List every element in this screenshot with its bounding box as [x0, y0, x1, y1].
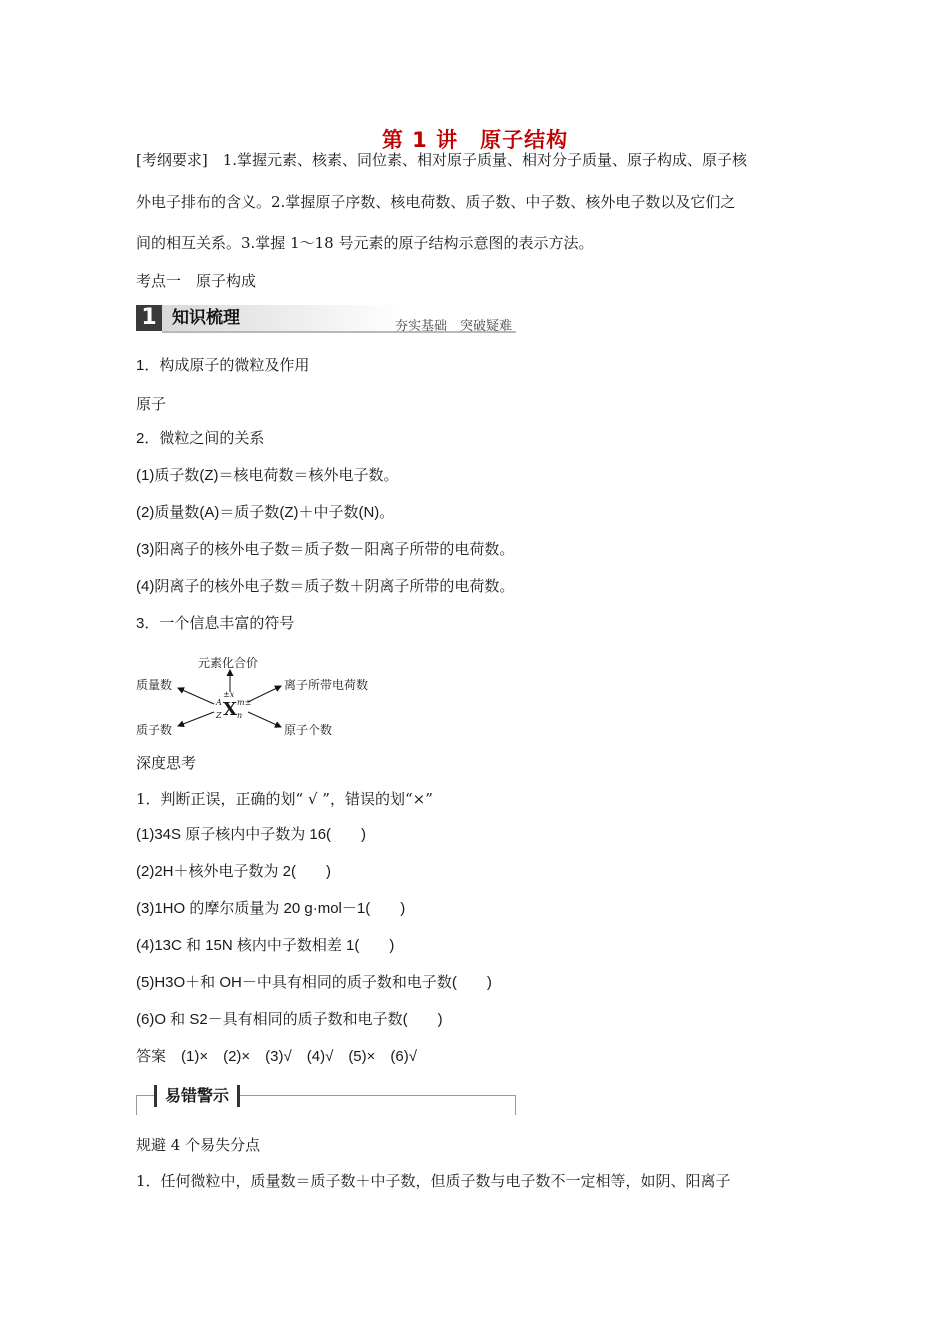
label-atom-count: 原子个数 [284, 723, 333, 737]
item-3: 3．一个信息丰富的符号 [136, 615, 295, 632]
symbol-diagram [136, 650, 386, 740]
think-item-2: (2)2H＋核外电子数为 2( ) [136, 863, 332, 880]
think-item-4: (4)13C 和 15N 核内中子数相差 1( ) [136, 937, 395, 954]
section-heading: 考点一 原子构成 [136, 272, 257, 290]
mass-number-sup: A [216, 698, 222, 707]
think-heading: 深度思考 [136, 754, 197, 772]
requirements-line-1: [考纲要求] 1.掌握元素、核素、同位素、相对原子质量、相对分子质量、原子构成、原子核 [136, 151, 748, 169]
valence-sup: ±x [223, 690, 235, 699]
think-question: 1．判断正误，正确的划“ √ ”，错误的划“×” [136, 790, 433, 808]
requirements-line-3: 间的相互关系。3.掌握 1～18 号元素的原子结构示意图的表示方法。 [136, 234, 594, 252]
relation-2: (2)质量数(A)＝质子数(Z)＋中子数(N)。 [136, 504, 395, 521]
warning-label: 易错警示 [154, 1085, 240, 1107]
banner-label: 知识梳理 [162, 305, 404, 331]
banner-subtitle: 夯实基础 突破疑难 [394, 319, 512, 334]
item-2: 2．微粒之间的关系 [136, 430, 265, 447]
charge-sup: m± [237, 698, 252, 707]
relation-1: (1)质子数(Z)＝核电荷数＝核外电子数。 [136, 467, 399, 484]
label-proton-number: 质子数 [136, 723, 173, 737]
warning-heading: 规避 4 个易失分点 [136, 1136, 261, 1154]
atom-label: 原子 [136, 395, 167, 413]
think-item-1: (1)34S 原子核内中子数为 16( ) [136, 826, 367, 843]
label-valence: 元素化合价 [198, 656, 259, 670]
warning-right-corner [515, 1095, 516, 1115]
banner-number: 1 [136, 305, 162, 331]
diagram-arrows [136, 650, 386, 740]
relation-4: (4)阴离子的核外电子数＝质子数＋阴离子所带的电荷数。 [136, 578, 515, 595]
warning-banner [136, 1082, 516, 1116]
knowledge-banner [136, 305, 516, 335]
think-item-3: (3)1HO 的摩尔质量为 20 g·mol－1( ) [136, 900, 406, 917]
think-item-6: (6)O 和 S2－具有相同的质子数和电子数( ) [136, 1011, 443, 1028]
label-ion-charge: 离子所带电荷数 [284, 678, 369, 692]
atom-count-sub: n [237, 711, 243, 720]
page-title: 第 1 讲 原子结构 [381, 128, 569, 152]
warning-left-corner [136, 1095, 137, 1115]
requirements-line-2: 外电子排布的含义。2.掌握原子序数、核电荷数、质子数、中子数、核外电子数以及它们之 [136, 193, 736, 211]
proton-number-sub: Z [216, 711, 222, 720]
element-symbol: X [223, 699, 237, 720]
relation-3: (3)阳离子的核外电子数＝质子数－阳离子所带的电荷数。 [136, 541, 515, 558]
label-mass-number: 质量数 [136, 678, 173, 692]
think-item-5: (5)H3O＋和 OH－中具有相同的质子数和电子数( ) [136, 974, 492, 991]
warning-paragraph-1: 1．任何微粒中，质量数＝质子数＋中子数，但质子数与电子数不一定相等，如阴、阳离子 [136, 1172, 731, 1190]
item-1: 1．构成原子的微粒及作用 [136, 357, 310, 374]
answer-line: 答案 (1)× (2)× (3)√ (4)√ (5)× (6)√ [136, 1048, 417, 1065]
